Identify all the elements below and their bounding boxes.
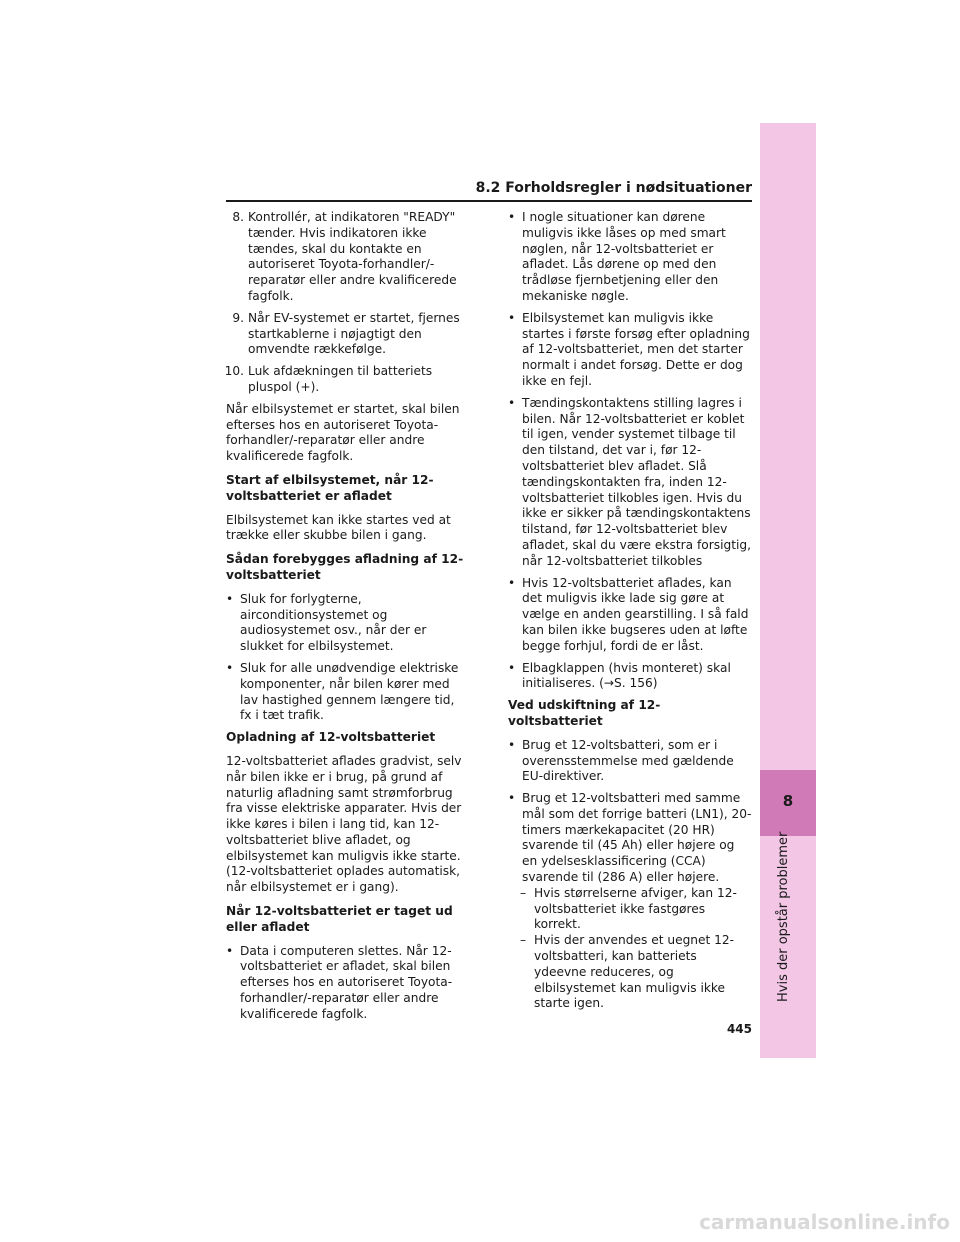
bullet-dot: • (508, 660, 516, 675)
bullet-dot: • (226, 660, 234, 675)
bullet-item (508, 396, 752, 570)
step-9 (226, 311, 466, 358)
bullet-text: Hvis 12-voltsbatteriet aflades, kan det muligvis ikke lade sig gøre at vælge en anden gearstilling. I så fald kan bilen ikke bugseres uden at løfte begge forhjul, fordi de er låst. (522, 575, 749, 653)
subheading: Ved udskiftning af 12-voltsbatteriet (508, 698, 661, 728)
bullet-dot: • (226, 591, 234, 606)
bullet-text: Sluk for alle unødvendige elektriske komponenter, når bilen kører med lav hastighed gennem længere tid, fx i tæt trafik. (240, 660, 459, 723)
header-divider (226, 200, 752, 202)
bullet-text: I nogle situationer kan dørene muligvis ikke låses op med smart nøglen, når 12-voltsbatteriet er afladet. Lås dørene op med den trådløse fjernbetjening eller den mekaniske nøgle. (522, 210, 726, 303)
page-number: 445 (726, 1022, 752, 1036)
bullet-item (226, 592, 466, 655)
paragraph: Når elbilsystemet er startet, skal bilen efterses hos en autoriseret Toyota-forhandler/-reparatør eller andre kvalificerede fagfolk. (226, 401, 460, 464)
bullet-text: Tændingskontaktens stilling lagres i bilen. Når 12-voltsbatteriet er koblet til igen, vender systemet tilbage til den tilstand, det var i, før 12-voltsbatteriet blev afladet. Slå tændingskontakten fra, inden 12-voltsbatteriet tilkobles igen. Hvis du ikke er sikker på tændingskontaktens tilstand, før 12-voltsbatteriet blev afladet, skal du være ekstra forsigtig, når 12-voltsbatteriet tilkobles (522, 395, 751, 568)
right-column (508, 210, 752, 1012)
step-number: 8. (232, 210, 244, 224)
dash-mark: – (520, 885, 527, 900)
step-text: Kontrollér, at indikatoren "READY" tænder. Hvis indikatoren ikke tændes, skal du kontakte en autoriseret Toyota-forhandler/-reparatør eller andre kvalificerede fagfolk. (248, 210, 457, 303)
step-8 (226, 210, 466, 305)
step-number: 10. (224, 364, 244, 379)
bullet-dot: • (226, 943, 234, 958)
subheading: Start af elbilsystemet, når 12-voltsbatteriet er afladet (226, 472, 434, 503)
subheading: Sådan forebygges afladning af 12-voltsbatteriet (226, 552, 464, 582)
left-column (226, 210, 466, 1029)
step-text: Når EV-systemet er startet, fjernes startkablerne i nøjagtigt den omvendte rækkefølge. (248, 310, 460, 357)
paragraph: Elbilsystemet kan ikke startes ved at trække eller skubbe bilen i gang. (226, 512, 451, 543)
chapter-number: 8 (782, 792, 794, 810)
bullet-text: Sluk for forlygterne, airconditionsystemet og audiosystemet osv., når der er slukket for elbilsystemet. (240, 591, 427, 654)
bullet-text: Elbilsystemet kan muligvis ikke startes i første forsøg efter opladning af 12-voltsbatteriet, men det starter normalt i andet forsøg. Dette er dog ikke en fejl. (522, 310, 750, 388)
bullet-dot: • (508, 310, 516, 325)
step-number: 9. (232, 310, 244, 325)
bullet-text: Data i computeren slettes. Når 12-voltsbatteriet er afladet, skal bilen efterses hos en autoriseret Toyota-forhandler/-reparatør eller andre kvalificerede fagfolk. (240, 943, 453, 1021)
chapter-title-vertical: Hvis der opstår problemer (776, 831, 791, 1002)
bullet-text[interactable]: Elbagklappen (hvis monteret) skal initialiseres. (→S. 156) (522, 660, 731, 691)
bullet-text: Brug et 12-voltsbatteri, som er i overensstemmelse med gældende EU-direktiver. (522, 737, 734, 784)
dash-item (520, 933, 752, 1012)
dash-mark: – (520, 933, 527, 948)
section-header: 8.2 Forholdsregler i nødsituationer (475, 180, 752, 196)
bullet-item (508, 791, 752, 886)
bullet-item (508, 661, 752, 693)
bullet-item (226, 944, 466, 1023)
bullet-dot: • (508, 791, 516, 806)
paragraph: 12-voltsbatteriet aflades gradvist, selv når bilen ikke er i brug, på grund af naturlig afladning samt strømforbrug fra visse elektriske apparater. Hvis der ikke køres i bilen i lang tid, kan 12-voltsbatteriet blive afladet, og elbilsystemet kan muligvis ikke starte. (12-voltsbatteriet oplades automatisk, når elbilsystemet er i gang). (226, 753, 462, 895)
bullet-item (508, 738, 752, 785)
subheading: Opladning af 12-voltsbatteriet (226, 730, 436, 745)
subheading: Når 12-voltsbatteriet er taget ud eller afladet (226, 904, 453, 934)
bullet-item (226, 661, 466, 724)
bullet-text: Brug et 12-voltsbatteri med samme mål som det forrige batteri (LN1), 20-timers mærkekapacitet (20 HR) svarende til (45 Ah) eller højere og en ydelsesklassificering (CCA) svarende til (286 A) eller højere. (522, 791, 752, 885)
bullet-dot: • (508, 210, 516, 224)
bullet-dot: • (508, 575, 516, 590)
bullet-item (508, 210, 752, 305)
watermark: carmanualsonline.info (699, 1210, 950, 1234)
dash-text: Hvis størrelserne afviger, kan 12-voltsbatteriet ikke fastgøres korrekt. (534, 885, 737, 932)
chapter-number-box (760, 770, 816, 836)
bullet-dot: • (508, 395, 516, 410)
bullet-dot: • (508, 737, 516, 752)
dash-item (520, 886, 752, 933)
bullet-item (508, 576, 752, 655)
dash-text: Hvis der anvendes et uegnet 12-voltsbatteri, kan batteriets ydeevne reduceres, og elbilsystemet kan muligvis ikke starte igen. (534, 933, 735, 1011)
step-10 (220, 364, 466, 396)
step-text: Luk afdækningen til batteriets pluspol (+). (248, 364, 433, 394)
bullet-item (508, 311, 752, 390)
